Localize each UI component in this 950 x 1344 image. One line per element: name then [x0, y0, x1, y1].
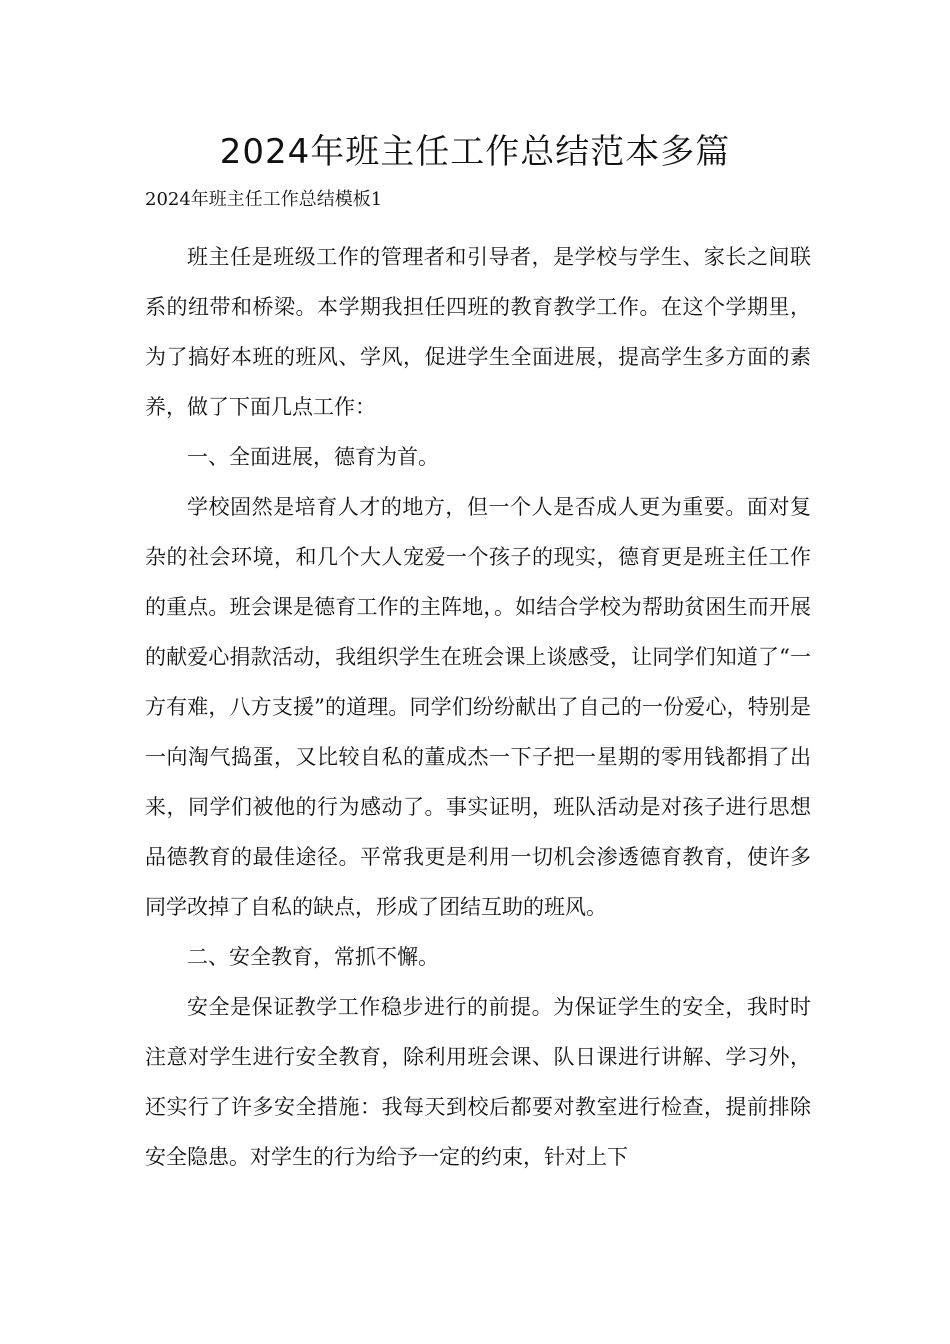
document-subtitle: 2024年班主任工作总结模板1	[145, 189, 383, 210]
section-heading-2: 二、安全教育，常抓不懈。	[187, 945, 439, 969]
section-heading-1: 一、全面进展，德育为首。	[187, 445, 439, 469]
paragraph-safety-education: 安全是保证教学工作稳步进行的前提。为保证学生的安全，我时时注意对学生进行安全教育，除利用班会课、队日课进行讲解、学习外，还实行了许多安全措施：我每天到校后都要对教室进行检查，提前排除安全隐患。对学生的行为给予一定的约束，针对上下	[145, 995, 811, 1169]
document-body	[145, 232, 811, 1182]
paragraph-moral-education: 学校固然是培育人才的地方，但一个人是否成人更为重要。面对复杂的社会环境，和几个大人宠爱一个孩子的现实，德育更是班主任工作的重点。班会课是德育工作的主阵地，。如结合学校为帮助贫困生而开展的献爱心捐款活动，我组织学生在班会课上谈感受，让同学们知道了“一方有难，八方支援”的道理。同学们纷纷献出了自己的一份爱心，特别是一向淘气捣蛋，又比较自私的董成杰一下子把一星期的零用钱都捐了出来，同学们被他的行为感动了。事实证明，班队活动是对孩子进行思想品德教育的最佳途径。平常我更是利用一切机会渗透德育教育，使许多同学改掉了自私的缺点，形成了团结互助的班风。	[145, 495, 811, 919]
document-title: 2024年班主任工作总结范本多篇	[219, 132, 731, 172]
paragraph-intro: 班主任是班级工作的管理者和引导者，是学校与学生、家长之间联系的纽带和桥梁。本学期我担任四班的教育教学工作。在这个学期里，为了搞好本班的班风、学风，促进学生全面进展，提高学生多方面的素养，做了下面几点工作：	[145, 245, 811, 419]
